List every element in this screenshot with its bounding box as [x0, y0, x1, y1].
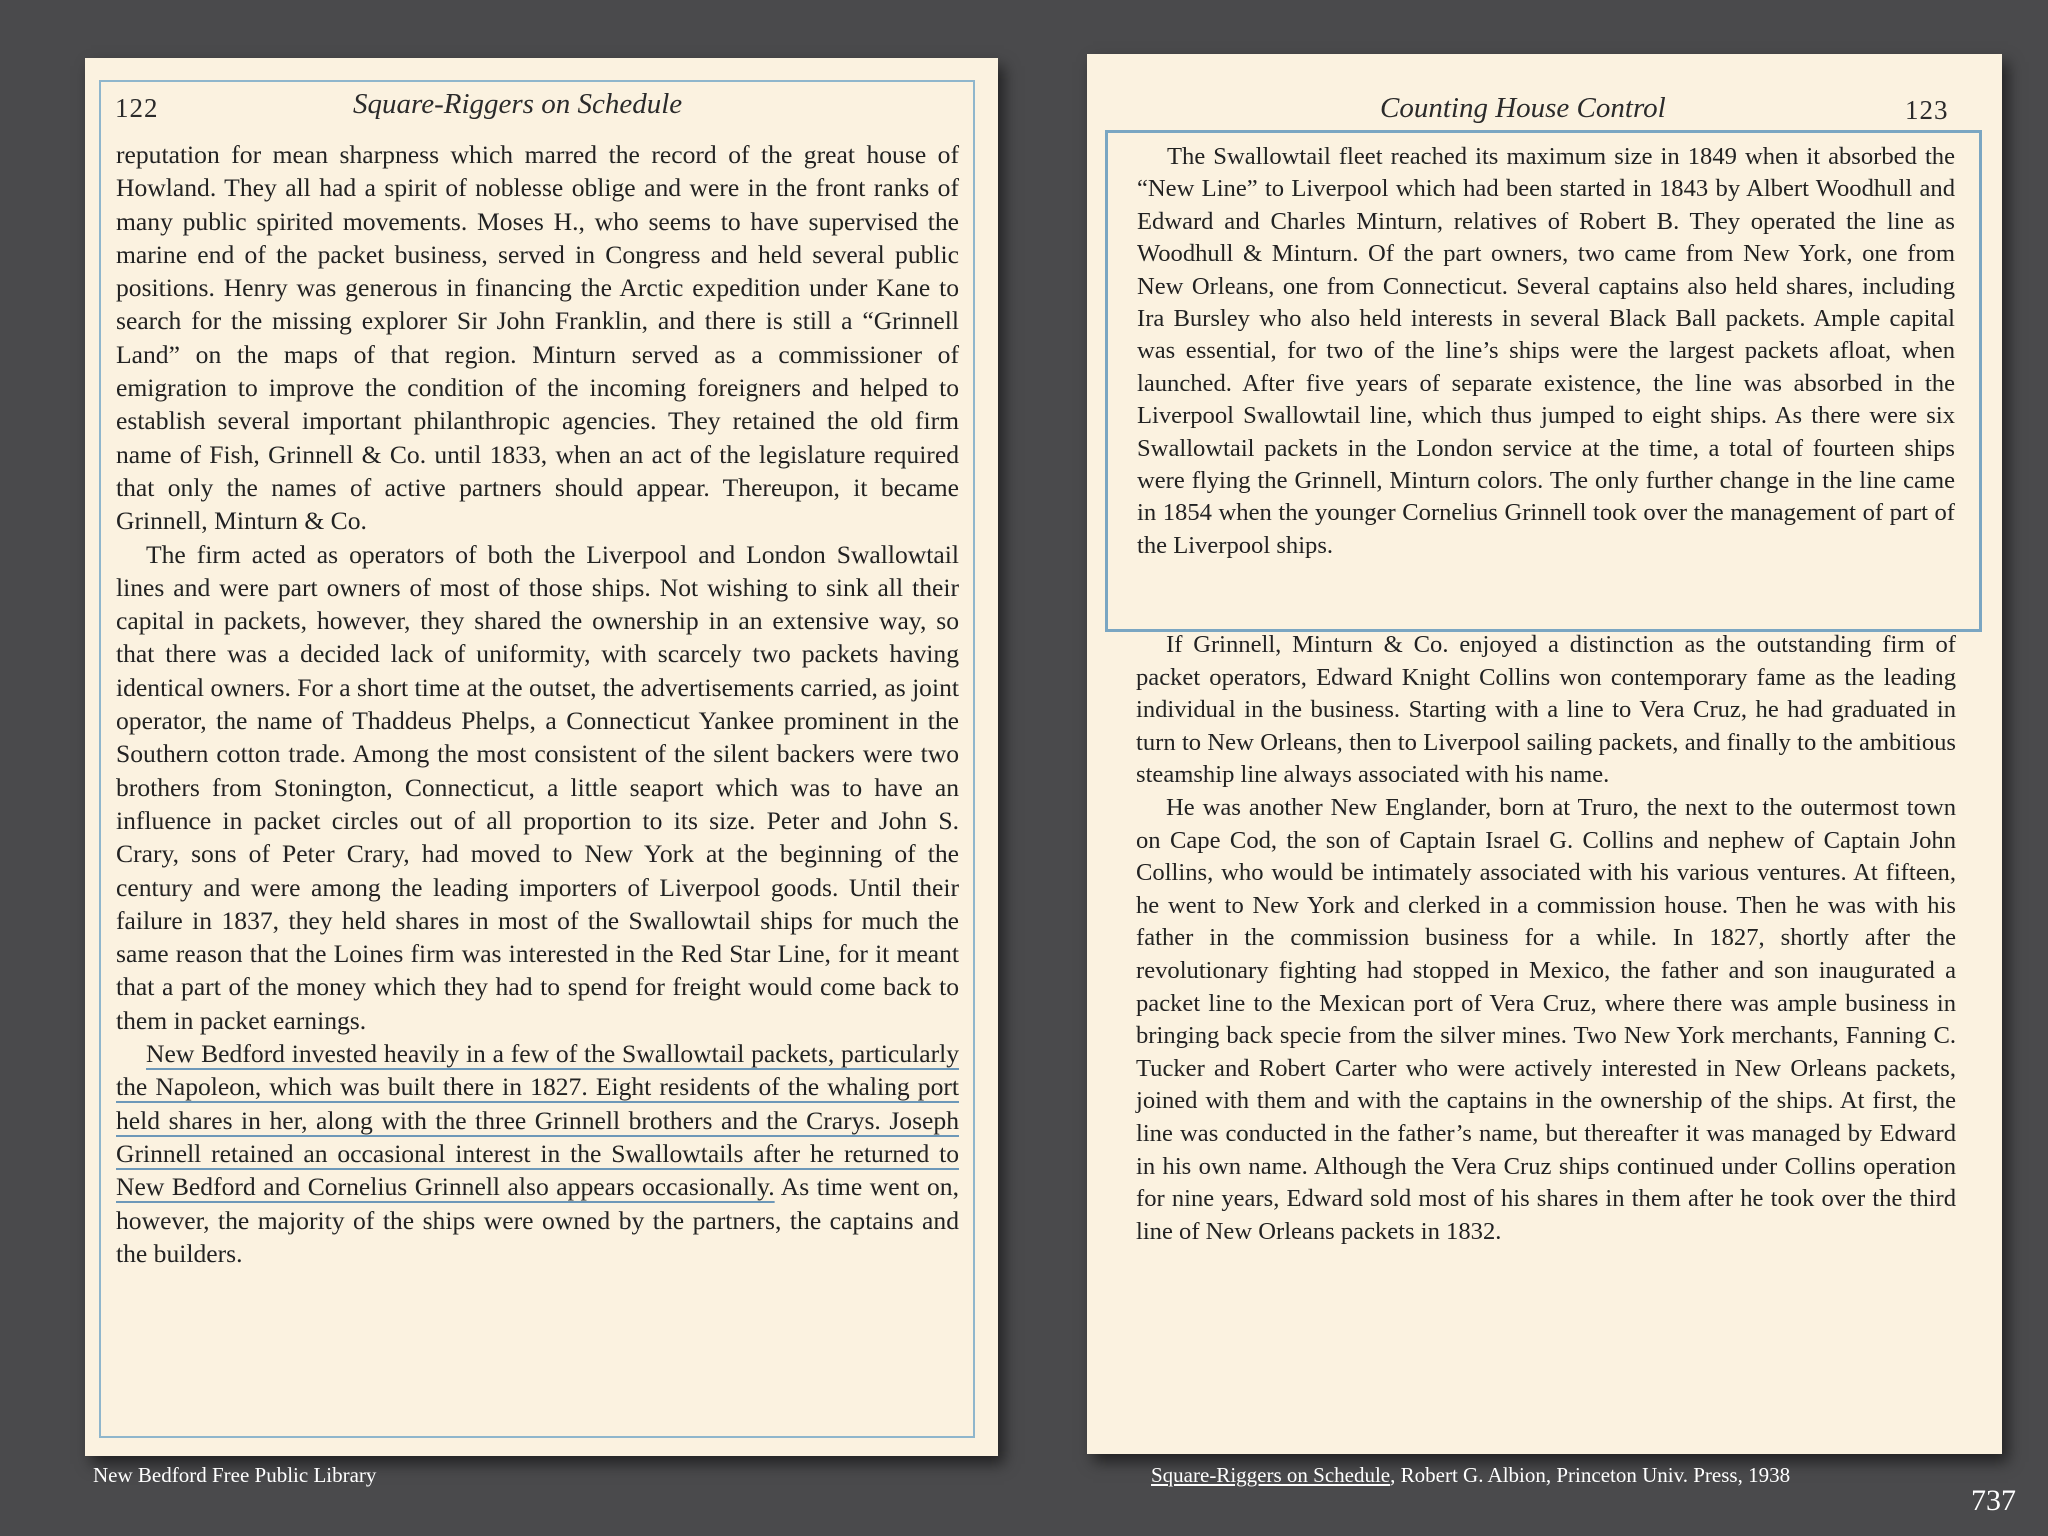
paragraph-underlined: [116, 1037, 959, 1270]
page-number-left: 122: [115, 93, 159, 123]
slide-number: 737: [1971, 1484, 2016, 1517]
left-page-body: [116, 138, 959, 1270]
paragraph: He was another New Englander, born at Truro, the next to the outermost town on Cape Cod, the son of Captain Israel G. Collins and nephew of Captain John Collins, who would be intimately associated with his various ventures. At fifteen, he went to New York and clerked in a commission house. Then he was with his father in the commission business for a while. In 1827, shortly after the revolutionary fighting had stopped in Mexico, the father and son inaugurated a packet line to the Mexican port of Vera Cruz, where there was ample business in bringing back specie from the silver mines. Two New York merchants, Fanning C. Tucker and Robert Carter who were actively interested in New Orleans packets, joined with them and with the captains in the ownership of the ships. At first, the line was conducted in the father’s name, but thereafter it was managed by Edward in his own name. Although the Vera Cruz ships continued under Collins operation for nine years, Edward sold most of his shares in them after he took over the third line of New Orleans packets in 1832.: [1136, 793, 1956, 1245]
page-number-right: 123: [1905, 95, 1949, 125]
source-caption-left: New Bedford Free Public Library: [93, 1463, 377, 1487]
paragraph-tail: As time went on, however, the majority of the ships were owned by the partners, the captains and the builders.: [116, 1172, 959, 1268]
running-title-right: Counting House Control: [1380, 92, 1666, 124]
paragraph: The Swallowtail fleet reached its maximum size in 1849 when it absorbed the “New Line” to Liverpool which had been started in 1843 by Albert Woodhull and Edward and Charles Minturn, relatives of Robert B. They operated the line as Woodhull & Minturn. Of the part owners, two came from New York, one from New Orleans, one from Connecticut. Several captains also held shares, including Ira Bursley who also held interests in several Black Ball packets. Ample capital was essential, for two of the line’s ships were the largest packets afloat, when launched. After five years of separate existence, the line was absorbed in the Liverpool Swallowtail line, which thus jumped to eight ships. As there were six Swallowtail packets in the London service at the time, a total of fourteen ships were flying the Grinnell, Minturn colors. The only further change in the line came in 1854 when the younger Cornelius Grinnell took over the management of part of the Liverpool ships.: [1137, 143, 1955, 559]
right-page-body: [1136, 629, 1956, 1248]
boxed-paragraph: [1137, 141, 1955, 562]
paragraph: reputation for mean sharpness which marred the record of the great house of Howland. They all had a spirit of noblesse oblige and were in the front ranks of many public spirited movements. Moses H., who seems to have supervised the marine end of the packet business, served in Congress and held several public positions. Henry was generous in financing the Arctic expedition under Kane to search for the missing explorer Sir John Franklin, and there is still a “Grinnell Land” on the maps of that region. Minturn served as a commissioner of emigration to improve the condition of the incoming foreigners and helped to establish several important philanthropic agencies. They retained the old firm name of Fish, Grinnell & Co. until 1833, when an act of the legislature required that only the names of active partners should appear. Thereupon, it became Grinnell, Minturn & Co.: [116, 140, 959, 536]
right-book-page: [1087, 54, 2002, 1454]
citation-details: , Robert G. Albion, Princeton Univ. Press, 1938: [1390, 1463, 1791, 1487]
underlined-passage: New Bedford invested heavily in a few of the Swallowtail packets, particularly the Napoleon, which was built there in 1827. Eight residents of the whaling port held shares in her, along with the three Grinnell brothers and the Crarys. Joseph Grinnell retained an occasional interest in the Swallowtails after he returned to New Bedford and Cornelius Grinnell also appears occasionally.: [116, 1039, 959, 1202]
book-title-link[interactable]: Square-Riggers on Schedule: [1151, 1463, 1391, 1487]
left-book-page: [85, 58, 998, 1456]
source-caption-right: [1151, 1463, 1790, 1488]
paragraph: If Grinnell, Minturn & Co. enjoyed a distinction as the outstanding firm of packet operators, Edward Knight Collins won contemporary fame as the leading individual in the business. Starting with a line to Vera Cruz, he had graduated in turn to New Orleans, then to Liverpool sailing packets, and finally to the ambitious steamship line always associated with his name.: [1136, 631, 1956, 789]
paragraph: The firm acted as operators of both the Liverpool and London Swallowtail lines and were part owners of most of those ships. Not wishing to sink all their capital in packets, however, they shared the ownership in an extensive way, so that there was a decided lack of uniformity, with scarcely two packets having identical owners. For a short time at the outset, the advertisements carried, as joint operator, the name of Thaddeus Phelps, a Connecticut Yankee prominent in the Southern cotton trade. Among the most consistent of the silent backers were two brothers from Stonington, Connecticut, a little seaport which was to have an influence in packet circles out of all proportion to its size. Peter and John S. Crary, sons of Peter Crary, had moved to New York at the beginning of the century and were among the leading importers of Liverpool goods. Until their failure in 1837, they held shares in most of the Swallowtail ships for much the same reason that the Loines firm was interested in the Red Star Line, for it meant that a part of the money which they had to spend for freight would come back to them in packet earnings.: [116, 539, 959, 1035]
running-title-left: Square-Riggers on Schedule: [353, 88, 683, 120]
